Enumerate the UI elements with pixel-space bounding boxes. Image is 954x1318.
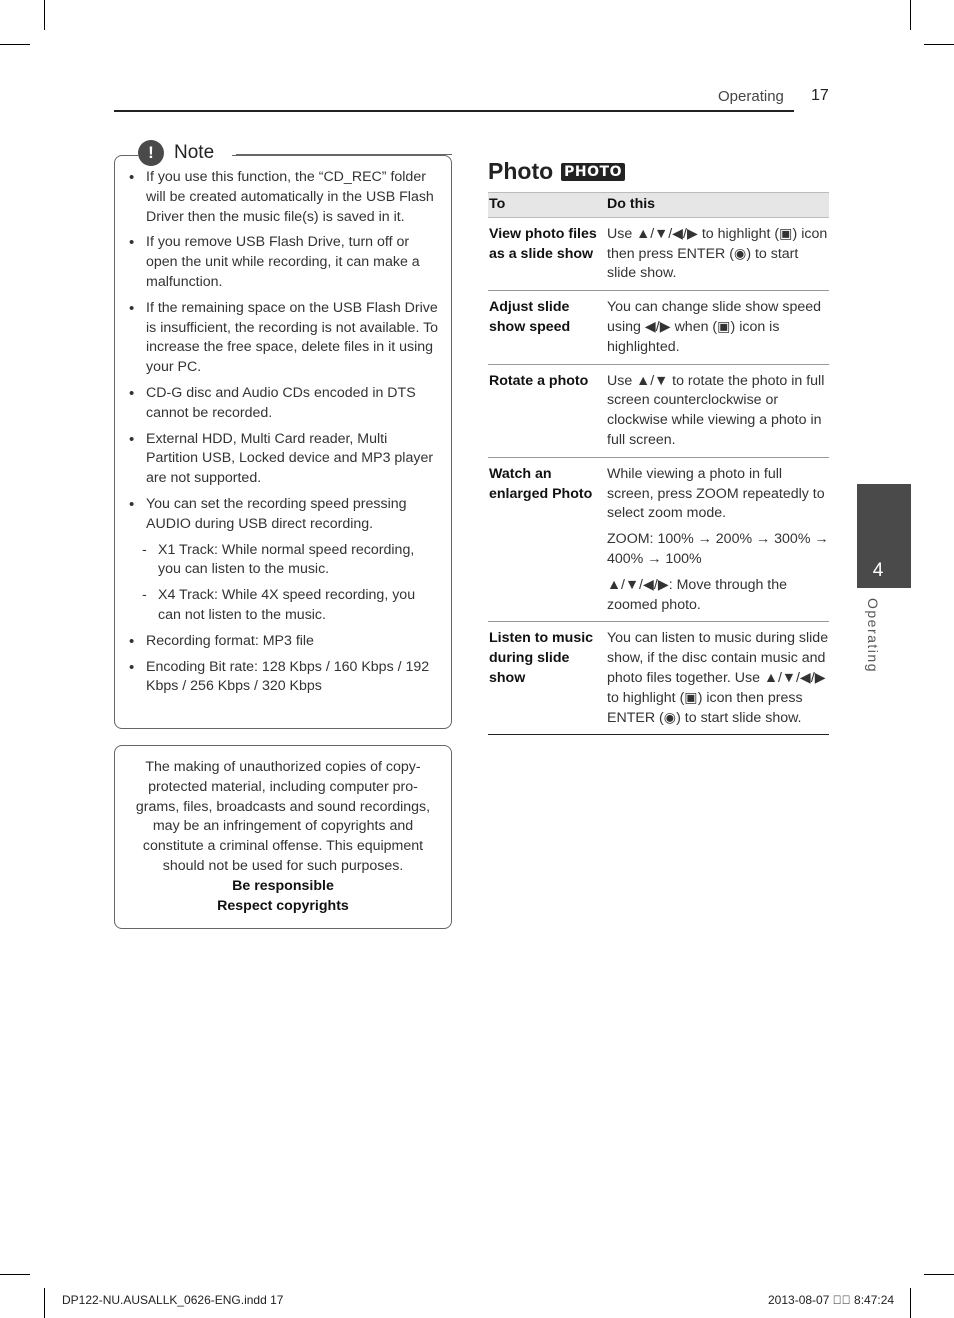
table-cell-to: View photo files as a slide show [488,217,606,290]
table-header-do-this: Do this [606,193,829,218]
photo-table [488,192,829,735]
chapter-label: Operating [865,598,881,673]
crop-mark [910,1288,911,1318]
table-cell-do-this [606,291,829,364]
table-row [488,364,829,457]
photo-heading [488,158,625,185]
note-top-line [236,154,452,155]
table-row [488,457,829,622]
table-cell-to: Adjust slide show speed [488,291,606,364]
instruction-text: Use ▲/▼ to rotate the photo in full screen counterclockwise or clockwise while viewing a photo in full screen. [607,372,825,448]
table-header-row [488,193,829,218]
table-cell-to: Rotate a photo [488,364,606,457]
table-cell-do-this [606,457,829,622]
crop-mark [910,0,911,30]
note-item: • Recording format: MP3 file [128,632,440,652]
crop-mark [44,1288,45,1318]
instruction-text: You can listen to music during slide show, if the disc contain music and photo files together. Use ▲/▼/◀/▶ to highlight (▣) icon then press ENTER (◉) to start slide show. [607,630,829,726]
note-heading [138,139,232,167]
table-row [488,622,829,735]
table-body [488,217,829,735]
note-sub-item: - X4 Track: While 4X speed recording, you can not listen to the music. [128,586,440,626]
note-item: • If you remove USB Flash Drive, turn off or open the unit while recording, it can make a malfunction. [128,233,440,292]
crop-mark [0,44,30,45]
table-cell-do-this [606,217,829,290]
note-item: • CD-G disc and Audio CDs encoded in DTS cannot be recorded. [128,384,440,424]
footer-file-name: DP122-NU.AUSALLK_0626-ENG.indd 17 [62,1293,284,1307]
note-item: • If you use this function, the “CD_REC” folder will be created automatically in the USB Flash Driver then the music file(s) is saved in it. [128,168,440,227]
note-item: • Encoding Bit rate: 128 Kbps / 160 Kbps / 192 Kbps / 256 Kbps / 320 Kbps [128,658,440,698]
footer-timestamp: 2013-08-07    8:47:24 [768,1293,895,1307]
copyright-text: The making of unauthorized copies of copy-protected material, including computer pro-grams, files, broadcasts and sound recordings, may be an infringement of copyrights and constitute a criminal offense. This equipment should not be used for such purposes. [135,759,431,874]
crop-mark [44,0,45,30]
exclamation-icon: ! [138,140,164,166]
table-cell-to: Listen to music during slide show [488,622,606,735]
note-list [128,168,440,703]
crop-mark [924,1274,954,1275]
crop-mark [0,1274,30,1275]
note-item: • External HDD, Multi Card reader, Multi Partition USB, Locked device and MP3 player are not supported. [128,430,440,489]
note-sub-item: - X1 Track: While normal speed recording, you can listen to the music. [128,541,440,581]
photo-title: Photo [488,158,554,184]
crop-mark [924,44,954,45]
table-cell-do-this [606,364,829,457]
copyright-box [114,745,452,929]
table-cell-to: Watch an enlarged Photo [488,457,606,622]
copyright-line-2: Respect copyrights [217,897,349,914]
note-title: Note [174,142,215,163]
instruction-text: Use ▲/▼/◀/▶ to highlight (▣) icon then press ENTER (◉) to start slide show. [607,225,828,282]
header-section-label: Operating [718,88,784,105]
note-item: • If the remaining space on the USB Flash Drive is insufficient, the recording is not available. To increase the free space, delete files in it using your PC. [128,299,440,378]
instruction-text: ZOOM: 100% → 200% → 300% → 400% → 100% [607,531,829,567]
table-cell-do-this [606,622,829,735]
copyright-line-1: Be responsible [232,877,334,894]
instruction-text: You can change slide show speed using ◀/▶ when (▣) icon is highlighted. [607,299,822,355]
table-row [488,291,829,364]
header-rule [114,110,794,112]
note-item: • You can set the recording speed pressing AUDIO during USB direct recording. [128,495,440,535]
instruction-text: While viewing a photo in full screen, press ZOOM repeatedly to select zoom mode. [607,465,825,522]
page-number: 17 [811,87,829,104]
photo-badge: PHOTO [561,163,625,181]
chapter-number: 4 [872,560,884,581]
instruction-text: ▲/▼/◀/▶: Move through the zoomed photo. [607,576,788,613]
table-row [488,217,829,290]
table-header-to: To [488,193,606,218]
